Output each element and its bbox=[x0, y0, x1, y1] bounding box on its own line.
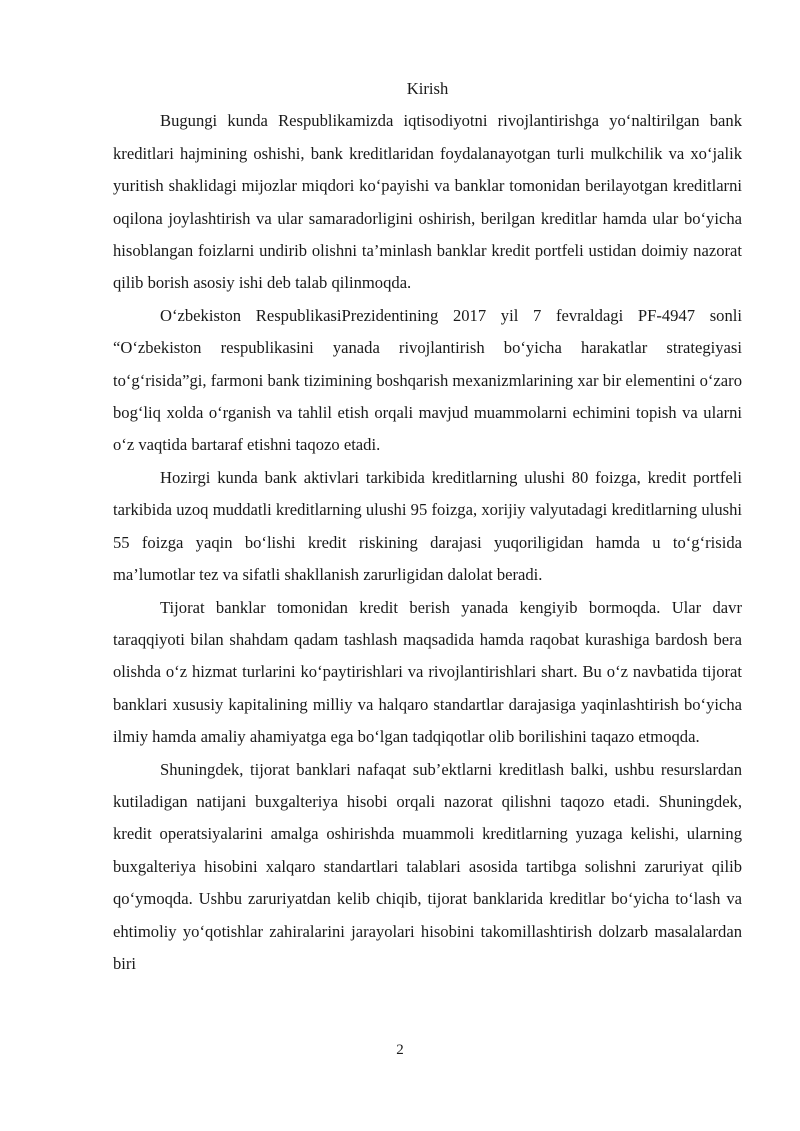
paragraph-3: Hozirgi kunda bank aktivlari tarkibida kreditlarning ulushi 80 foizga, kredit portfeli tarkibida uzoq muddatli kreditlarning ulushi 95 foizga, xorijiy valyutadagi kreditlarning ulushi 55 foizga yaqin bo‘lishi kredit riskining darajasi yuqoriligidan hamda u to‘g‘risida ma’lumotlar tez va sifatli shakllanish zarurligidan dalolat beradi. bbox=[113, 467, 742, 585]
page-body bbox=[113, 73, 742, 980]
paragraph-2: O‘zbekiston RespublikasiPrezidentining 2017 yil 7 fevraldagi PF-4947 sonli “O‘zbekiston respublikasini yanada rivojlantirish bo‘yicha harakatlar strategiyasi to‘g‘risida”gi, farmoni bank tizimining boshqarish mexanizmlarining xar bir elementini o‘zaro bog‘liq xolda o‘rganish va tahlil etish orqali mavjud muammolarni echimini topish va ularni o‘z vaqtida bartaraf etishni taqozo etadi. bbox=[113, 305, 742, 455]
paragraph-1: Bugungi kunda Respublikamizda iqtisodiyotni rivojlantirishga yo‘naltirilgan bank kreditlari hajmining oshishi, bank kreditlaridan foydalanayotgan turli mulkchilik va xo‘jalik yuritish shaklidagi mijozlar miqdori ko‘payishi va banklar tomonidan berilayotgan kreditlarni oqilona joylashtirish va ular samaradorligini oshirish, berilgan kreditlar hamda ular bo‘yicha hisoblangan foizlarni undirib olishni ta’minlash banklar kredit portfeli ustidan doimiy nazorat qilib borish asosiy ishi deb talab qilinmoqda. bbox=[113, 111, 742, 293]
paragraph-5: Shuningdek, tijorat banklari nafaqat sub’ektlarni kreditlash balki, ushbu resurslardan kutiladigan natijani buxgalteriya hisobi orqali nazorat qilishni taqozo etadi. Shuningdek, kredit operatsiyalarini amalga oshirishda muammoli kreditlarning yuzaga kelishi, ularning buxgalteriya hisobini xalqaro standartlari talablari asosida tartibga solishni zaruriyat qilib qo‘ymoqda. Ushbu zaruriyatdan kelib chiqib, tijorat banklarida kreditlar bo‘yicha to‘lash va ehtimoliy yo‘qotishlar zahiralarini jarayolari hisobini takomillashtirish dolzarb masalalardan biri bbox=[113, 759, 742, 973]
section-heading: Kirish bbox=[406, 79, 449, 98]
page-number: 2 bbox=[396, 1042, 404, 1058]
paragraph-4: Tijorat banklar tomonidan kredit berish yanada kengiyib bormoqda. Ular davr taraqqiyoti bilan shahdam qadam tashlash maqsadida hamda raqobat kurashiga bardosh bera olishda o‘z hizmat turlarini ko‘paytirishlari va rivojlantirishlari shart. Bu o‘z navbatida tijorat banklari xususiy kapitalining milliy va halqaro standartlar darajasiga yaqinlashtirish bo‘yicha ilmiy hamda amaliy ahamiyatga ega bo‘lgan tadqiqotlar olib borilishini taqazo etmoqda. bbox=[113, 597, 742, 747]
